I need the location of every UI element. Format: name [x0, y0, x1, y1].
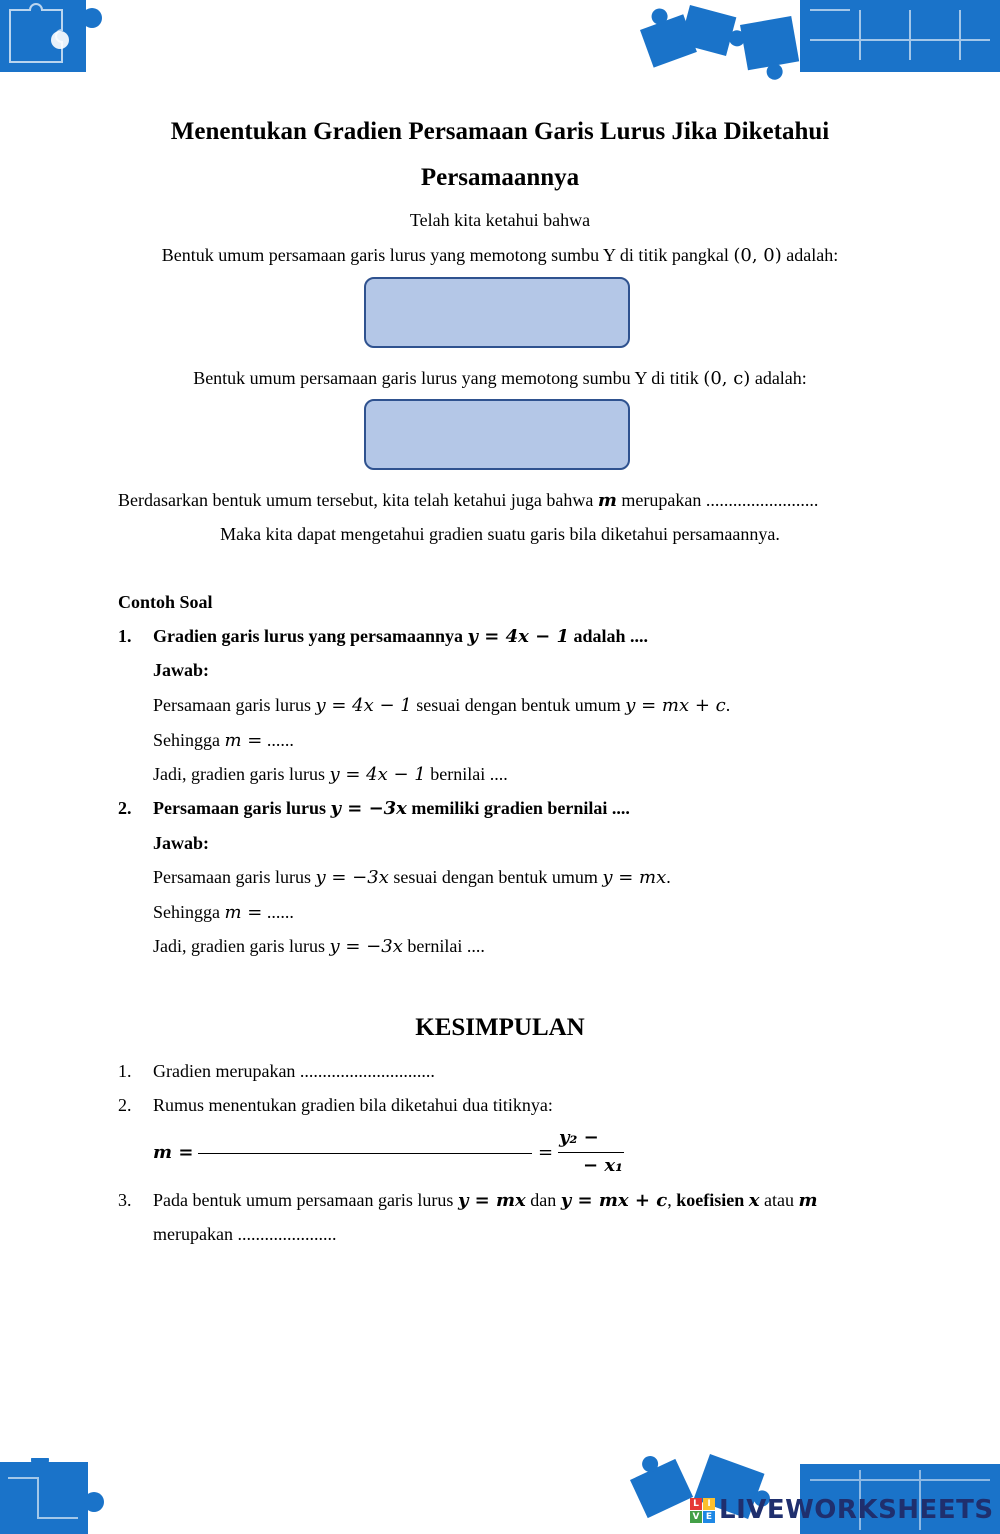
item3-eq2: y = mx + c	[560, 1190, 668, 1211]
conclusion-item3-line2[interactable]: merupakan ......................	[153, 1224, 337, 1244]
intro-c-suffix: adalah:	[750, 368, 807, 388]
example-1-q-eq: y = 4x − 1	[467, 626, 570, 647]
example-2-s3-prefix: Jadi, gradien garis lurus	[153, 936, 330, 956]
intro-conclude: Maka kita dapat mengetahui gradien suatu garis bila diketahui persamaannya.	[220, 524, 780, 544]
formula-lhs: m =	[153, 1142, 194, 1163]
page-title-line1: Menentukan Gradien Persamaan Garis Lurus Jika Diketahui	[170, 118, 830, 145]
conclusion-heading: KESIMPULAN	[415, 1014, 585, 1041]
example-2-s1-end: .	[666, 867, 671, 887]
example-2-q-suffix: memiliki gradien bernilai ....	[406, 798, 630, 818]
example-2-s1-prefix: Persamaan garis lurus	[153, 867, 316, 887]
example-1-step1	[153, 695, 730, 716]
example-1-step3	[153, 764, 508, 785]
formula-fraction-bar	[558, 1152, 624, 1153]
example-2-m-blank[interactable]: ......	[262, 902, 294, 922]
example-2-s2-prefix: Sehingga	[153, 902, 225, 922]
example-1-q-suffix: adalah ....	[569, 626, 649, 646]
item3-and: dan	[525, 1190, 561, 1210]
example-2-step2	[153, 902, 294, 923]
item3-comma: ,	[667, 1190, 677, 1210]
example-2-q-eq: y = −3x	[330, 798, 407, 819]
example-1-question	[153, 626, 648, 647]
example-1-number: 1.	[118, 626, 132, 646]
item3-koef: koefisien	[676, 1190, 745, 1210]
example-1-s1-mid: sesuai dengan bentuk umum	[411, 695, 626, 715]
conclusion-item3-number: 3.	[118, 1190, 132, 1210]
item3-eq1: y = mx	[457, 1190, 526, 1211]
example-2-step3	[153, 936, 485, 957]
examples-heading: Contoh Soal	[118, 592, 213, 612]
puzzle-decoration-top-right	[620, 0, 1000, 90]
live-logo-e: E	[703, 1511, 715, 1523]
item3-atau: atau	[759, 1190, 799, 1210]
intro-origin-suffix: adalah:	[781, 245, 839, 265]
example-1-m-blank[interactable]: ......	[262, 730, 294, 750]
formula-equals: =	[538, 1142, 554, 1163]
example-2-answer-label: Jawab:	[153, 833, 210, 853]
liveworksheets-watermark	[690, 1494, 994, 1526]
live-logo-l: L	[690, 1498, 702, 1510]
example-1-s1-prefix: Persamaan garis lurus	[153, 695, 316, 715]
intro-known: Telah kita ketahui bahwa	[409, 210, 591, 230]
example-2-step1	[153, 867, 671, 888]
item3-prefix: Pada bentuk umum persamaan garis lurus	[153, 1190, 458, 1210]
example-2-question	[153, 798, 630, 819]
intro-origin-prefix: Bentuk umum persamaan garis lurus yang memotong sumbu Y di titik pangkal	[161, 245, 734, 265]
example-1-s1-end: .	[725, 695, 731, 715]
example-1-q-prefix: Gradien garis lurus yang persamaannya	[153, 626, 468, 646]
intro-c-prefix: Bentuk umum persamaan garis lurus yang memotong sumbu Y di titik	[193, 368, 704, 388]
example-1-s3-eq: y = 4x − 1	[329, 764, 426, 785]
intro-m-sentence	[118, 490, 818, 511]
intro-c-point: (0, c)	[703, 368, 751, 389]
example-2-s3-eq: y = −3x	[329, 936, 403, 957]
example-1-s1-eq: y = 4x − 1	[315, 695, 412, 716]
conclusion-item3-line1	[153, 1190, 881, 1211]
example-1-step2	[153, 730, 294, 751]
example-2-gradient-blank[interactable]: bernilai ....	[402, 936, 485, 956]
example-1-s2-prefix: Sehingga	[153, 730, 225, 750]
example-2-s1-mid: sesuai dengan bentuk umum	[388, 867, 603, 887]
liveworksheets-text: LIVEWORKSHEETS	[719, 1495, 994, 1525]
intro-origin-point: (0, 0)	[733, 245, 782, 266]
conclusion-item1-number: 1.	[118, 1061, 132, 1081]
formula-blank-line[interactable]	[198, 1153, 532, 1154]
example-2-s2-eq: m =	[224, 902, 263, 923]
item3-m: m	[798, 1190, 818, 1211]
example-1-s2-eq: m =	[224, 730, 263, 751]
conclusion-item2-text: Rumus menentukan gradien bila diketahui dua titiknya:	[153, 1095, 553, 1115]
item3-x: x	[748, 1190, 760, 1211]
example-2-number: 2.	[118, 798, 132, 818]
example-1-gradient-blank[interactable]: bernilai ....	[425, 764, 508, 784]
intro-origin-sentence	[0, 245, 1000, 266]
example-2-q-prefix: Persamaan garis lurus	[153, 798, 331, 818]
answer-box-origin-form[interactable]	[364, 277, 630, 348]
formula-denominator[interactable]: − x₁	[583, 1155, 623, 1176]
page-title-line2: Persamaannya	[420, 164, 580, 191]
example-2-s1-eq: y = −3x	[315, 867, 389, 888]
example-1-answer-label: Jawab:	[153, 660, 210, 680]
formula-numerator[interactable]: y₂ −	[559, 1127, 599, 1148]
live-logo-icon	[690, 1498, 715, 1523]
example-1-s1-form: y = mx + c	[625, 695, 726, 716]
conclusion-item2-number: 2.	[118, 1095, 132, 1115]
intro-c-sentence	[0, 368, 1000, 389]
example-1-s3-prefix: Jadi, gradien garis lurus	[153, 764, 330, 784]
example-2-s1-form: y = mx	[602, 867, 667, 888]
intro-m-prefix: Berdasarkan bentuk umum tersebut, kita telah ketahui juga bahwa	[118, 490, 598, 510]
intro-m-symbol: m	[597, 490, 617, 511]
intro-m-suffix: merupakan .........................	[616, 490, 819, 510]
live-logo-i: I	[703, 1498, 715, 1510]
live-logo-v: V	[690, 1511, 702, 1523]
conclusion-item1-text[interactable]: Gradien merupakan ..............................	[153, 1061, 435, 1081]
puzzle-decoration-bottom-left	[0, 1458, 110, 1534]
puzzle-decoration-top-left	[0, 0, 110, 75]
answer-box-c-form[interactable]	[364, 399, 630, 470]
